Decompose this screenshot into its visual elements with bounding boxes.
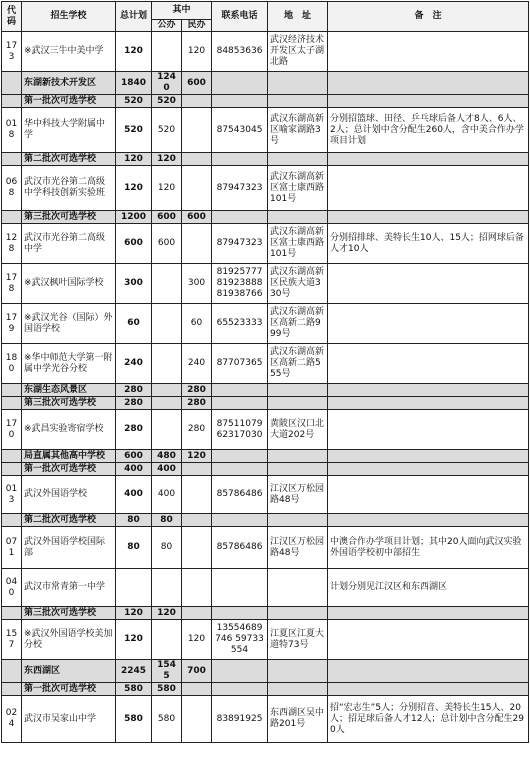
address-cell: 武汉东湖高新区喻家湖路3号 bbox=[268, 108, 328, 153]
table-row bbox=[2, 410, 529, 450]
total-cell: 1840 bbox=[116, 72, 152, 95]
phone-cell: 85786486 bbox=[212, 527, 268, 569]
phone-cell bbox=[212, 514, 268, 527]
school-cell: 东湖生态风景区 bbox=[22, 384, 116, 397]
table-row bbox=[2, 304, 529, 344]
notes-cell bbox=[328, 463, 529, 476]
phone-cell bbox=[212, 450, 268, 463]
notes-cell bbox=[328, 264, 529, 304]
public-cell: 1240 bbox=[152, 72, 182, 95]
total-cell: 600 bbox=[116, 224, 152, 264]
address-cell: 武汉东湖高新区富士康西路101号 bbox=[268, 224, 328, 264]
header-notes: 备 注 bbox=[328, 2, 529, 32]
school-cell: 局直属其他高中学校 bbox=[22, 450, 116, 463]
school-cell: 第二批次可选学校 bbox=[22, 153, 116, 166]
total-cell: 120 bbox=[116, 620, 152, 660]
public-cell: 400 bbox=[152, 476, 182, 514]
section-row bbox=[2, 153, 529, 166]
total-cell: 520 bbox=[116, 108, 152, 153]
private-cell bbox=[182, 476, 212, 514]
code-cell bbox=[2, 397, 22, 410]
address-cell: 东西湖区吴中路201号 bbox=[268, 696, 328, 743]
private-cell bbox=[182, 153, 212, 166]
notes-cell: 计划分别见江汉区和东西湖区 bbox=[328, 569, 529, 607]
section-row bbox=[2, 660, 529, 683]
school-cell: ※武汉枫叶国际学校 bbox=[22, 264, 116, 304]
private-cell: 120 bbox=[182, 450, 212, 463]
school-cell: ※武昌实验寄宿学校 bbox=[22, 410, 116, 450]
phone-cell bbox=[212, 569, 268, 607]
code-cell bbox=[2, 607, 22, 620]
phone-cell: 87947323 bbox=[212, 166, 268, 211]
school-cell: 东西湖区 bbox=[22, 660, 116, 683]
phone-cell: 13554689746 59733554 bbox=[212, 620, 268, 660]
code-cell: 173 bbox=[2, 32, 22, 72]
total-cell: 120 bbox=[116, 153, 152, 166]
code-cell: 024 bbox=[2, 696, 22, 743]
total-cell: 580 bbox=[116, 683, 152, 696]
code-cell: 040 bbox=[2, 569, 22, 607]
notes-cell: 招“宏志生”5人；分别招音、美特长生15人、20人；招足球后备人才12人；总计划中含分配生290人 bbox=[328, 696, 529, 743]
total-cell: 580 bbox=[116, 696, 152, 743]
phone-cell: 85786486 bbox=[212, 476, 268, 514]
notes-cell bbox=[328, 410, 529, 450]
address-cell bbox=[268, 153, 328, 166]
phone-cell bbox=[212, 211, 268, 224]
public-cell: 520 bbox=[152, 108, 182, 153]
code-cell bbox=[2, 450, 22, 463]
code-cell bbox=[2, 384, 22, 397]
private-cell bbox=[182, 166, 212, 211]
phone-cell bbox=[212, 72, 268, 95]
notes-cell bbox=[328, 514, 529, 527]
notes-cell bbox=[328, 660, 529, 683]
total-cell: 520 bbox=[116, 95, 152, 108]
code-cell: 018 bbox=[2, 108, 22, 153]
private-cell bbox=[182, 527, 212, 569]
school-cell: 第二批次可选学校 bbox=[22, 514, 116, 527]
phone-cell: 87947323 bbox=[212, 224, 268, 264]
code-cell: 013 bbox=[2, 476, 22, 514]
notes-cell bbox=[328, 95, 529, 108]
address-cell bbox=[268, 683, 328, 696]
address-cell: 武汉东湖高新区高新二路555号 bbox=[268, 344, 328, 384]
school-cell: 武汉市常青第一中学 bbox=[22, 569, 116, 607]
address-cell bbox=[268, 660, 328, 683]
total-cell: 80 bbox=[116, 527, 152, 569]
public-cell: 600 bbox=[152, 211, 182, 224]
total-cell: 80 bbox=[116, 514, 152, 527]
table-row bbox=[2, 32, 529, 72]
private-cell: 300 bbox=[182, 264, 212, 304]
phone-cell bbox=[212, 95, 268, 108]
code-cell: 180 bbox=[2, 344, 22, 384]
notes-cell bbox=[328, 166, 529, 211]
address-cell: 武汉经济技术开发区太子湖北路 bbox=[268, 32, 328, 72]
section-row bbox=[2, 607, 529, 620]
private-cell bbox=[182, 463, 212, 476]
notes-cell bbox=[328, 397, 529, 410]
phone-cell bbox=[212, 463, 268, 476]
address-cell: 武汉东湖高新区富士康西路101号 bbox=[268, 166, 328, 211]
section-row bbox=[2, 384, 529, 397]
private-cell bbox=[182, 683, 212, 696]
section-row bbox=[2, 211, 529, 224]
notes-cell bbox=[328, 153, 529, 166]
address-cell: 武汉东湖高新区高新二路999号 bbox=[268, 304, 328, 344]
school-cell: 东湖新技术开发区 bbox=[22, 72, 116, 95]
school-cell: 第三批次可选学校 bbox=[22, 607, 116, 620]
private-cell: 60 bbox=[182, 304, 212, 344]
private-cell: 280 bbox=[182, 384, 212, 397]
phone-cell bbox=[212, 384, 268, 397]
table-row bbox=[2, 620, 529, 660]
public-cell: 80 bbox=[152, 514, 182, 527]
address-cell bbox=[268, 72, 328, 95]
public-cell bbox=[152, 304, 182, 344]
school-cell: 第三批次可选学校 bbox=[22, 211, 116, 224]
code-cell bbox=[2, 211, 22, 224]
school-cell: ※武汉外国语学校美加分校 bbox=[22, 620, 116, 660]
address-cell bbox=[268, 463, 328, 476]
school-cell: ※华中师范大学第一附属中学光谷分校 bbox=[22, 344, 116, 384]
public-cell bbox=[152, 620, 182, 660]
table-row bbox=[2, 224, 529, 264]
total-cell: 280 bbox=[116, 410, 152, 450]
address-cell: 江汉区万松园路48号 bbox=[268, 476, 328, 514]
section-row bbox=[2, 450, 529, 463]
private-cell: 120 bbox=[182, 32, 212, 72]
public-cell: 120 bbox=[152, 153, 182, 166]
header-code: 代码 bbox=[2, 2, 22, 32]
table-row bbox=[2, 264, 529, 304]
school-cell: ※武汉光谷（国际）外国语学校 bbox=[22, 304, 116, 344]
phone-cell: 84853636 bbox=[212, 32, 268, 72]
public-cell: 1545 bbox=[152, 660, 182, 683]
private-cell bbox=[182, 696, 212, 743]
private-cell bbox=[182, 569, 212, 607]
address-cell bbox=[268, 384, 328, 397]
school-cell: 武汉外国语学校 bbox=[22, 476, 116, 514]
address-cell bbox=[268, 450, 328, 463]
notes-cell bbox=[328, 683, 529, 696]
table-row bbox=[2, 527, 529, 569]
school-cell: 第一批次可选学校 bbox=[22, 463, 116, 476]
code-cell: 179 bbox=[2, 304, 22, 344]
header-private: 民办 bbox=[182, 20, 212, 32]
enrollment-table bbox=[1, 1, 529, 743]
school-cell: 华中科技大学附属中学 bbox=[22, 108, 116, 153]
total-cell: 120 bbox=[116, 607, 152, 620]
total-cell: 280 bbox=[116, 384, 152, 397]
school-cell: 武汉市光谷第二高级中学 bbox=[22, 224, 116, 264]
total-cell: 120 bbox=[116, 32, 152, 72]
address-cell bbox=[268, 397, 328, 410]
section-row bbox=[2, 463, 529, 476]
private-cell: 280 bbox=[182, 397, 212, 410]
notes-cell bbox=[328, 620, 529, 660]
private-cell bbox=[182, 95, 212, 108]
total-cell: 2245 bbox=[116, 660, 152, 683]
code-cell: 170 bbox=[2, 410, 22, 450]
table-row bbox=[2, 166, 529, 211]
section-row bbox=[2, 514, 529, 527]
phone-cell bbox=[212, 153, 268, 166]
public-cell: 600 bbox=[152, 224, 182, 264]
header-address: 地 址 bbox=[268, 2, 328, 32]
phone-cell bbox=[212, 397, 268, 410]
private-cell: 240 bbox=[182, 344, 212, 384]
code-cell: 178 bbox=[2, 264, 22, 304]
code-cell: 128 bbox=[2, 224, 22, 264]
table-row bbox=[2, 696, 529, 743]
address-cell bbox=[268, 607, 328, 620]
table-row bbox=[2, 476, 529, 514]
public-cell bbox=[152, 410, 182, 450]
phone-cell bbox=[212, 607, 268, 620]
section-row bbox=[2, 72, 529, 95]
public-cell: 80 bbox=[152, 527, 182, 569]
address-cell bbox=[268, 569, 328, 607]
code-cell bbox=[2, 72, 22, 95]
phone-cell bbox=[212, 683, 268, 696]
public-cell bbox=[152, 32, 182, 72]
notes-cell: 分别招排球、美特长生10人、15人；招网球后备人才10人 bbox=[328, 224, 529, 264]
section-row bbox=[2, 397, 529, 410]
school-cell: 武汉外国语学校国际部 bbox=[22, 527, 116, 569]
code-cell bbox=[2, 95, 22, 108]
public-cell: 120 bbox=[152, 607, 182, 620]
notes-cell bbox=[328, 384, 529, 397]
code-cell: 068 bbox=[2, 166, 22, 211]
code-cell bbox=[2, 660, 22, 683]
public-cell bbox=[152, 384, 182, 397]
notes-cell bbox=[328, 32, 529, 72]
total-cell: 240 bbox=[116, 344, 152, 384]
phone-cell: 83891925 bbox=[212, 696, 268, 743]
total-cell: 400 bbox=[116, 463, 152, 476]
phone-cell: 87511079 62317030 bbox=[212, 410, 268, 450]
address-cell: 黄陂区汉口北大道202号 bbox=[268, 410, 328, 450]
public-cell: 120 bbox=[152, 166, 182, 211]
public-cell: 580 bbox=[152, 683, 182, 696]
code-cell: 157 bbox=[2, 620, 22, 660]
total-cell bbox=[116, 569, 152, 607]
notes-cell bbox=[328, 211, 529, 224]
private-cell bbox=[182, 224, 212, 264]
private-cell: 700 bbox=[182, 660, 212, 683]
total-cell: 280 bbox=[116, 397, 152, 410]
table-row bbox=[2, 344, 529, 384]
notes-cell bbox=[328, 476, 529, 514]
school-cell: 第一批次可选学校 bbox=[22, 95, 116, 108]
public-cell bbox=[152, 569, 182, 607]
address-cell: 江汉区万松园路48号 bbox=[268, 527, 328, 569]
public-cell bbox=[152, 344, 182, 384]
private-cell bbox=[182, 108, 212, 153]
address-cell: 武汉东湖高新区民族大道330号 bbox=[268, 264, 328, 304]
phone-cell: 87707365 bbox=[212, 344, 268, 384]
table-row bbox=[2, 569, 529, 607]
table-body bbox=[2, 32, 529, 743]
notes-cell bbox=[328, 450, 529, 463]
address-cell bbox=[268, 514, 328, 527]
total-cell: 600 bbox=[116, 450, 152, 463]
total-cell: 60 bbox=[116, 304, 152, 344]
school-cell: 武汉市吴家山中学 bbox=[22, 696, 116, 743]
table-row bbox=[2, 108, 529, 153]
phone-cell: 81925777 81923888 81938766 bbox=[212, 264, 268, 304]
public-cell: 400 bbox=[152, 463, 182, 476]
code-cell bbox=[2, 514, 22, 527]
address-cell bbox=[268, 211, 328, 224]
school-cell: 第三批次可选学校 bbox=[22, 397, 116, 410]
public-cell bbox=[152, 397, 182, 410]
private-cell: 600 bbox=[182, 72, 212, 95]
notes-cell: 中澳合作办学项目计划；其中20人面向武汉实验外国语学校初中部招生 bbox=[328, 527, 529, 569]
header-school: 招生学校 bbox=[22, 2, 116, 32]
public-cell: 520 bbox=[152, 95, 182, 108]
address-cell bbox=[268, 95, 328, 108]
private-cell bbox=[182, 607, 212, 620]
phone-cell bbox=[212, 660, 268, 683]
public-cell bbox=[152, 264, 182, 304]
private-cell bbox=[182, 514, 212, 527]
school-cell: 第一批次可选学校 bbox=[22, 683, 116, 696]
notes-cell bbox=[328, 304, 529, 344]
notes-cell bbox=[328, 607, 529, 620]
section-row bbox=[2, 683, 529, 696]
private-cell: 280 bbox=[182, 410, 212, 450]
public-cell: 580 bbox=[152, 696, 182, 743]
phone-cell: 87543045 bbox=[212, 108, 268, 153]
phone-cell: 65523333 bbox=[212, 304, 268, 344]
notes-cell: 分别招篮球、田径、乒乓球后备人才8人、6人、2人；总计划中含分配生260人，含中美合作办学项目计划 bbox=[328, 108, 529, 153]
header-public: 公办 bbox=[152, 20, 182, 32]
header-of-which: 其中 bbox=[152, 2, 212, 20]
section-row bbox=[2, 95, 529, 108]
total-cell: 120 bbox=[116, 166, 152, 211]
total-cell: 400 bbox=[116, 476, 152, 514]
private-cell: 600 bbox=[182, 211, 212, 224]
private-cell: 120 bbox=[182, 620, 212, 660]
header-total: 总计划 bbox=[116, 2, 152, 32]
notes-cell bbox=[328, 72, 529, 95]
total-cell: 1200 bbox=[116, 211, 152, 224]
address-cell: 江夏区江夏大道特73号 bbox=[268, 620, 328, 660]
public-cell: 480 bbox=[152, 450, 182, 463]
school-cell: ※武汉三牛中美中学 bbox=[22, 32, 116, 72]
notes-cell bbox=[328, 344, 529, 384]
code-cell bbox=[2, 153, 22, 166]
header-phone: 联系电话 bbox=[212, 2, 268, 32]
code-cell bbox=[2, 463, 22, 476]
code-cell bbox=[2, 683, 22, 696]
code-cell: 071 bbox=[2, 527, 22, 569]
school-cell: 武汉市光谷第二高级中学科技创新实验班 bbox=[22, 166, 116, 211]
total-cell: 300 bbox=[116, 264, 152, 304]
